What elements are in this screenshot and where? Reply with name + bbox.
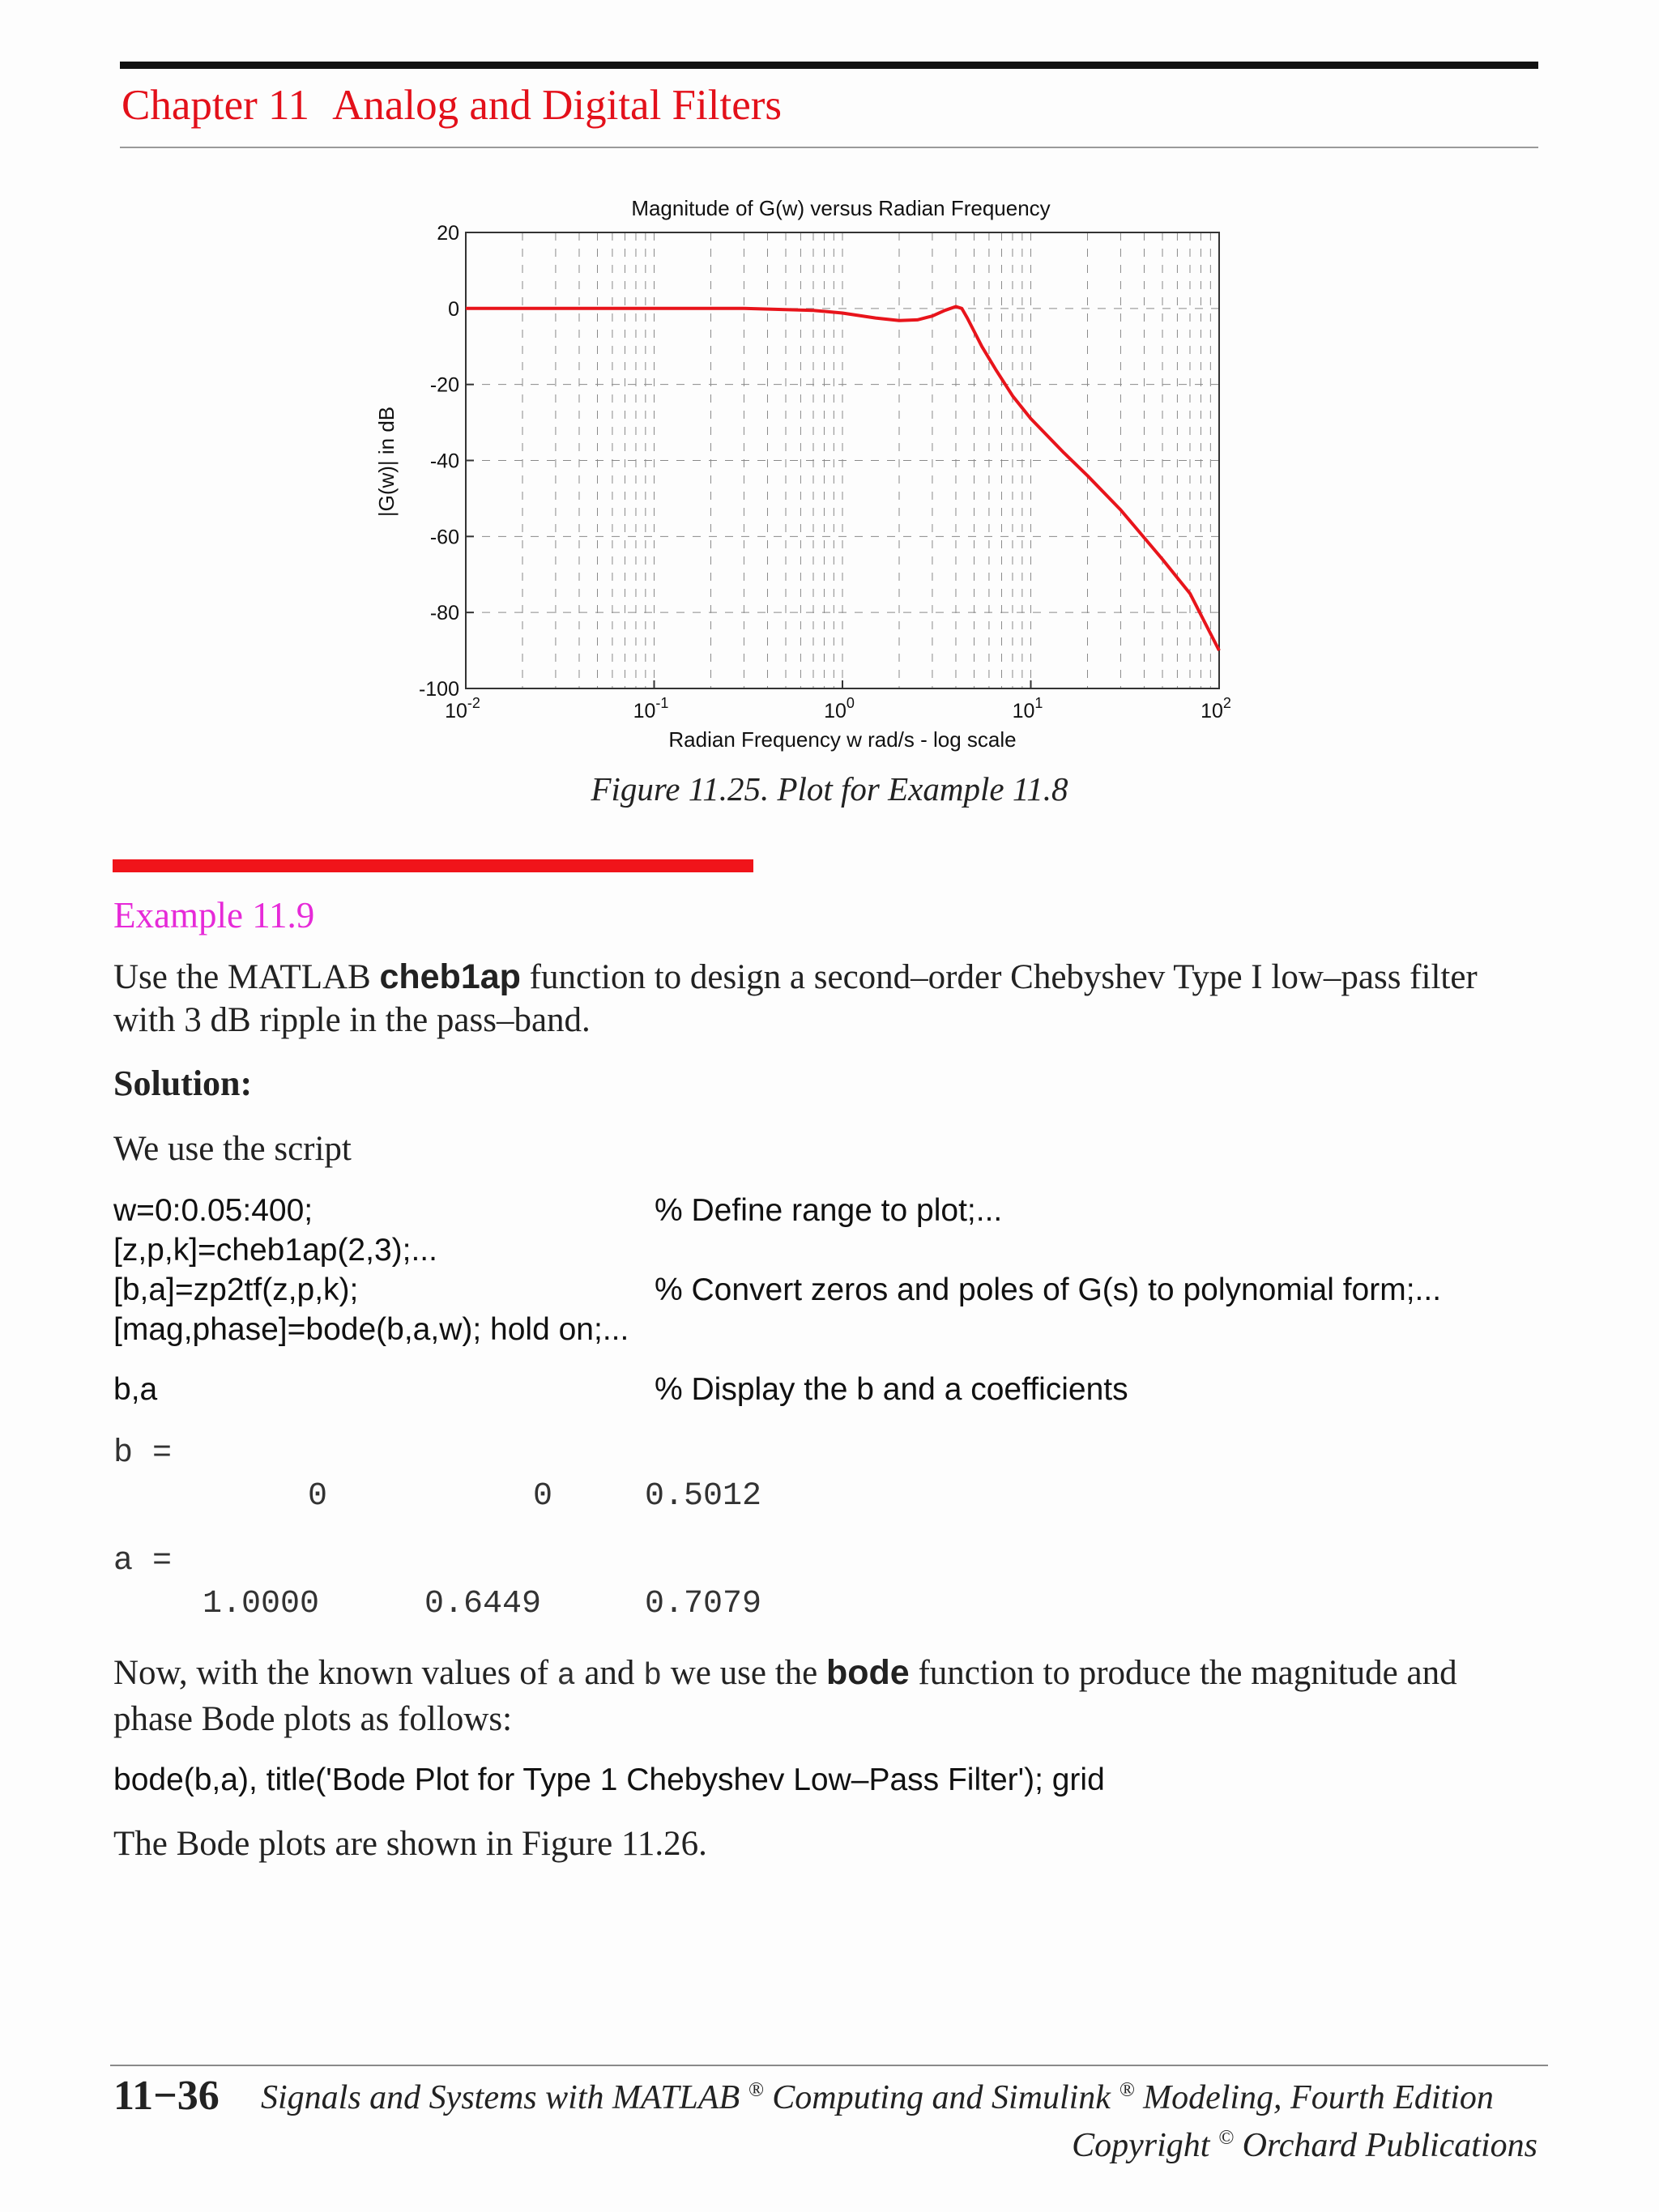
code-line-3: [b,a]=zp2tf(z,p,k); bbox=[113, 1272, 359, 1307]
code-comment-3: % Convert zeros and poles of G(s) to polynomial form;... bbox=[655, 1272, 1442, 1307]
y-tick-label: -80 bbox=[429, 602, 459, 625]
code-line-5: b,a bbox=[113, 1372, 158, 1407]
y-tick-label: -60 bbox=[429, 526, 459, 549]
copyright-symbol: © bbox=[1218, 2127, 1235, 2149]
chapter-heading bbox=[122, 81, 782, 130]
book-title bbox=[261, 2078, 1494, 2117]
bode-paragraph bbox=[113, 1652, 1543, 1741]
x-tick-label: $10^0$ bbox=[824, 695, 855, 722]
publisher-name: Orchard Publications bbox=[1234, 2127, 1537, 2164]
x-tick-label: $10^{-2}$ bbox=[445, 695, 480, 722]
example-heading: Example 11.9 bbox=[113, 895, 315, 936]
code-comment-5: % Display the b and a coefficients bbox=[655, 1372, 1128, 1407]
var-a: a bbox=[557, 1659, 576, 1694]
example-statement bbox=[113, 956, 1543, 1042]
book-title-c: Modeling, Fourth Edition bbox=[1134, 2079, 1494, 2116]
bode-text-mid: and bbox=[575, 1654, 644, 1692]
y-tick-label: -20 bbox=[429, 373, 459, 397]
y-axis-label: |G(w)| in dB bbox=[374, 406, 399, 518]
output-a-label: a = bbox=[113, 1543, 173, 1579]
solution-heading: Solution: bbox=[113, 1063, 253, 1103]
y-tick-label: -40 bbox=[429, 450, 459, 473]
book-title-a: Signals and Systems with MATLAB bbox=[261, 2079, 740, 2116]
statement-text-a: Use the MATLAB bbox=[113, 958, 380, 996]
chapter-number: Chapter 11 bbox=[122, 82, 310, 129]
registered-mark-1: ® bbox=[748, 2079, 764, 2101]
output-b-value-2: 0 bbox=[533, 1478, 553, 1515]
chart-title: Magnitude of G(w) versus Radian Frequency bbox=[631, 196, 1051, 220]
statement-text-b: function to design a second–order Chebyshev Type I low–pass filter with 3 dB ripple in the pass–band. bbox=[113, 958, 1478, 1039]
code-comment-1: % Define range to plot;... bbox=[655, 1193, 1003, 1228]
code-line-4: [mag,phase]=bode(b,a,w); hold on;... bbox=[113, 1312, 629, 1347]
output-a-value-2: 0.6449 bbox=[424, 1586, 542, 1622]
figure-caption: Figure 11.25. Plot for Example 11.8 bbox=[591, 770, 1068, 808]
magnitude-plot bbox=[340, 188, 1272, 763]
y-tick-label: 20 bbox=[437, 222, 459, 245]
x-axis-label: Radian Frequency w rad/s - log scale bbox=[668, 727, 1017, 752]
x-tick-label: $10^2$ bbox=[1201, 695, 1231, 722]
section-divider-bar bbox=[113, 859, 753, 872]
code-line-1: w=0:0.05:400; bbox=[113, 1193, 313, 1228]
registered-mark-2: ® bbox=[1119, 2079, 1135, 2101]
bode-text-a: Now, with the known values of bbox=[113, 1654, 557, 1692]
header-top-rule bbox=[120, 62, 1538, 69]
bode-code-line: bode(b,a), title('Bode Plot for Type 1 Chebyshev Low–Pass Filter'); grid bbox=[113, 1762, 1105, 1797]
script-intro: We use the script bbox=[113, 1130, 352, 1168]
output-b-value-3: 0.5012 bbox=[645, 1478, 762, 1515]
output-a-value-3: 0.7079 bbox=[645, 1586, 762, 1622]
function-name-bode: bode bbox=[826, 1653, 910, 1692]
output-b-label: b = bbox=[113, 1435, 173, 1472]
x-tick-label: $10^1$ bbox=[1012, 695, 1043, 722]
chart-axes bbox=[419, 222, 1231, 722]
page-number: 11−36 bbox=[113, 2073, 220, 2119]
output-b-value-1: 0 bbox=[308, 1478, 328, 1515]
header-bottom-rule bbox=[120, 147, 1538, 148]
code-line-2: [z,p,k]=cheb1ap(2,3);... bbox=[113, 1233, 437, 1268]
copyright-line bbox=[1072, 2126, 1537, 2165]
chart-grid bbox=[466, 232, 1219, 688]
output-a-value-1: 1.0000 bbox=[203, 1586, 320, 1622]
book-title-b: Computing and Simulink bbox=[763, 2079, 1111, 2116]
figure-reference: The Bode plots are shown in Figure 11.26. bbox=[113, 1825, 707, 1863]
chapter-title: Analog and Digital Filters bbox=[332, 82, 783, 129]
bode-text-d: function to produce the magnitude and phase Bode plots as follows: bbox=[113, 1654, 1457, 1738]
x-tick-label: $10^{-1}$ bbox=[633, 695, 669, 722]
y-tick-label: 0 bbox=[448, 297, 459, 321]
function-name-cheb1ap: cheb1ap bbox=[379, 957, 521, 996]
var-b: b bbox=[643, 1659, 662, 1694]
bode-text-c: we use the bbox=[662, 1654, 826, 1692]
y-tick-label: -100 bbox=[418, 678, 459, 701]
copyright-text: Copyright bbox=[1072, 2127, 1210, 2164]
footer-rule bbox=[110, 2065, 1548, 2066]
